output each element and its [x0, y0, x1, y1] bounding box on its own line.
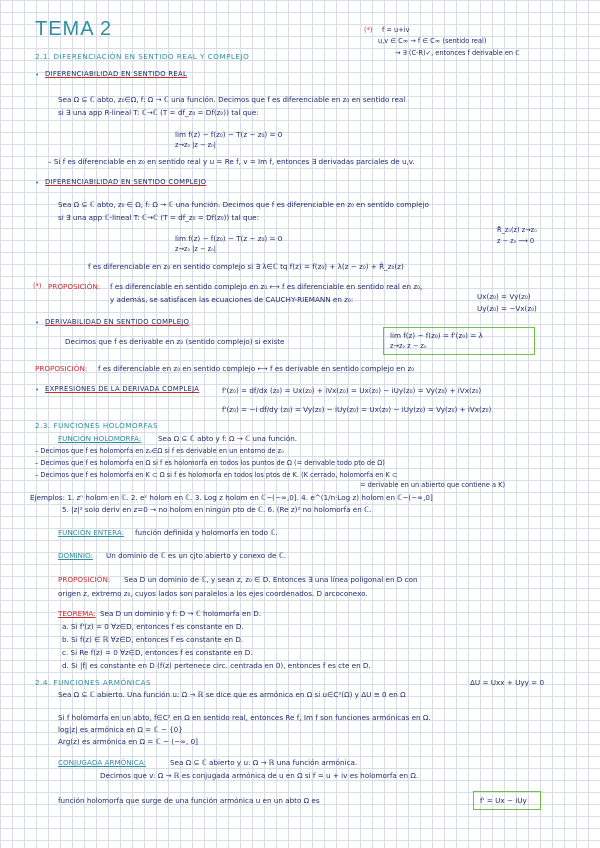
derivative-expression-1: f'(z₀) = df/dx (z₀) = Ux(z₀) + iVx(z₀) = Ux(z₀) − iUy(z₀) = Vy(z₀) + iVx(z₀): [222, 386, 482, 395]
section-2-1-title: 2.1. DIFERENCIACIÓN EN SENTIDO REAL Y COMPLEJO: [35, 52, 250, 61]
proposition-2-label: PROPOSICIÓN:: [35, 364, 88, 373]
proposition-2-text: f es diferenciable en z₀ en sentido complejo ⟷ f es derivable en sentido complejo en z₀: [98, 364, 415, 373]
complex-diff-text-1: Sea Ω ⊆ ℂ abto, z₀ ∈ Ω, f: Ω → ℂ una función. Decimos que f es diferenciable en z₀ en sentido complejo: [58, 200, 429, 209]
subsection-real-diff: DIFERENCIABILIDAD EN SENTIDO REAL: [45, 70, 188, 78]
theorem-item-d: d. Si |f| es constante en D (f(z) pertenece circ. centrada en 0), entonces f es cte en D.: [62, 661, 371, 670]
limit-real: lim f(z) − f(z₀) − T(z − z₀) = 0: [175, 130, 283, 139]
note-marker: (*): [364, 26, 373, 34]
theorem-label: TEOREMA:: [58, 609, 96, 618]
limit-derivative: lim f(z) − f(z₀) = f'(z₀) = λ: [390, 331, 483, 340]
real-diff-consequence: – Si f es diferenciable en z₀ en sentido real y u = Re f, v = Im f, entonces ∃ derivadas parciales de u,v.: [48, 157, 415, 166]
complex-diff-text-2: si ∃ una app ℂ-lineal T: ℂ→ℂ (T = df_z₀ = Df(z₀)) tal que:: [58, 213, 259, 222]
remainder-note-2: z − z₀ ⟶ 0: [497, 237, 535, 245]
limit-derivative-denominator: z→z₀ z − z₀: [390, 342, 427, 350]
examples-line-2: 5. |z|² solo deriv en z=0 → no holom en ningún pto de ℂ. 6. (Re z)² no holomorfa en ℂ.: [62, 505, 372, 514]
bullet-dot: •: [35, 318, 40, 327]
remainder-note-1: R̃_z₀(z) z→z₀: [497, 226, 537, 234]
bullet-dot: •: [35, 385, 40, 394]
page-title: TEMA 2: [35, 18, 113, 40]
proposition-3-label: PROPOSICIÓN:: [58, 575, 111, 584]
subsection-derivative-expr: EXPRESIONES DE LA DERIVADA COMPLEJA: [45, 385, 200, 393]
domain-text: Un dominio de ℂ es un cjto abierto y conexo de ℂ.: [106, 551, 287, 560]
final-statement: función holomorfa que surge de una función armónica u en un abto Ω es: [58, 796, 320, 805]
holomorphic-def-point: – Decimos que f es holomorfa en z₀∈Ω si f es derivable en un entorno de z₀: [35, 447, 284, 455]
proposition-1-text-1: f es diferenciable en sentido complejo en z₀ ⟷ f es diferenciable en sentido real en z₀,: [110, 282, 423, 291]
limit-real-denominator: z→z₀ |z − z₀|: [175, 141, 216, 149]
limit-complex-denominator: z→z₀ |z − z₀|: [175, 245, 216, 253]
theorem-text: Sea D un dominio y f: D → ℂ holomorfa en D.: [100, 609, 262, 618]
proposition-1-label: PROPOSICIÓN:: [48, 282, 101, 291]
cauchy-riemann-1: Ux(z₀) = Vy(z₀): [477, 292, 531, 301]
note-line-2: u,v ∈ C∞ → f ∈ C∞ (sentido real): [378, 37, 487, 45]
holomorphic-label: FUNCIÓN HOLOMORFA:: [58, 434, 142, 443]
real-diff-text-2: si ∃ una app R-lineal T: ℂ→ℂ (T = df_z₀ = Df(z₀)) tal que:: [58, 108, 259, 117]
holomorphic-definition: Sea Ω ⊆ ℂ abto y f: Ω → ℂ una función.: [158, 434, 298, 443]
conjugate-text-1: Sea Ω ⊆ ℂ abierto y u: Ω → ℝ una función armónica.: [170, 758, 358, 767]
theorem-item-a: a. Si f'(z) = 0 ∀z∈D, entonces f es constante en D.: [62, 622, 244, 631]
proposition-3-text-1: Sea D un dominio de ℂ, y sean z, z₀ ∈ D. Entonces ∃ una línea poligonal en D con: [124, 575, 418, 584]
section-2-3-title: 2.3. FUNCIONES HOLOMORFAS: [35, 421, 159, 430]
final-formula: f' = Ux − iUy: [480, 796, 527, 805]
cauchy-riemann-2: Uy(z₀) = −Vx(z₀): [477, 304, 537, 313]
harmonic-arg: Arg(z) es armónica en Ω = ℂ − (−∞, 0]: [58, 737, 198, 746]
subsection-complex-diff: DIFERENCIABILIDAD EN SENTIDO COMPLEJO: [45, 178, 207, 186]
conjugate-label: CONJUGADA ARMÓNICA:: [58, 758, 147, 767]
real-diff-text-1: Sea Ω ⊆ ℂ abto, z₀∈Ω, f: Ω → ℂ una función. Decimos que f es diferenciable en z₀ en sentido real: [58, 95, 406, 104]
entire-function-label: FUNCIÓN ENTERA:: [58, 528, 124, 537]
note-line-1: f = u+iv: [382, 26, 410, 34]
prop-marker: (*): [33, 282, 42, 290]
entire-function-text: función definida y holomorfa en todo ℂ.: [135, 528, 278, 537]
note-line-3: → ∃ (C-R)✓, entonces f derivable en ℂ: [395, 49, 520, 57]
complex-deriv-text: Decimos que f es derivable en z₀ (sentido complejo) si existe: [65, 337, 285, 346]
complex-diff-lambda: f es diferenciable en z₀ en sentido complejo si ∃ λ∈ℂ tq f(z) = f(z₀) + λ(z − z₀) + R̃_z₀(z): [88, 262, 404, 271]
derivative-expression-2: f'(z₀) = −i df/dy (z₀) = Vy(z₀) − iUy(z₀) = Ux(z₀) − iUy(z₀) = Vy(z₀) + iVx(z₀): [222, 405, 492, 414]
subsection-complex-deriv: DERIVABILIDAD EN SENTIDO COMPLEJO: [45, 318, 190, 326]
laplacian-formula: ΔU = Uxx + Uyy = 0: [470, 678, 545, 687]
bullet-dot: •: [35, 178, 40, 187]
harmonic-real-imag: Si f holomorfa en un abto, f∈C² en Ω en sentido real, entonces Re f, Im f son funciones armónicas en Ω.: [58, 713, 431, 722]
limit-complex: lim f(z) − f(z₀) − T(z − z₀) = 0: [175, 234, 283, 243]
harmonic-definition: Sea Ω ⊆ ℂ abierto. Una función u: Ω → ℝ se dice que es armónica en Ω si u∈C²(Ω) y ΔU ≡ 0 en Ω: [58, 690, 406, 699]
holomorphic-def-compact-2: = derivable en un abierto que contiene a K): [360, 481, 506, 489]
proposition-1-text-2: y además, se satisfacen las ecuaciones de CAUCHY-RIEMANN en z₀:: [110, 295, 354, 304]
conjugate-text-2: Decimos que v: Ω → ℝ es conjugada armónica de u en Ω si f = u + iv es holomorfa en Ω.: [100, 771, 419, 780]
domain-label: DOMINIO:: [58, 551, 93, 560]
examples-line-1: Ejemplos: 1. zⁿ holom en ℂ. 2. eᶻ holom en ℂ. 3. Log z holom en ℂ−(−∞,0]. 4. e^(1/n·Log z) holom en ℂ−(−∞,0]: [30, 493, 433, 502]
holomorphic-def-open: – Decimos que f es holomorfa en Ω si f es holomorfa en todos los puntos de Ω (= derivable todo pto de Ω): [35, 459, 385, 467]
bullet-dot: •: [35, 70, 40, 79]
theorem-item-b: b. Si f(z) ∈ ℝ ∀z∈D, entonces f es constante en D.: [62, 635, 244, 644]
theorem-item-c: c. Si Re f(z) = 0 ∀z∈D, entonces f es constante en D.: [62, 648, 253, 657]
harmonic-log: log|z| es armónica en Ω = ℂ − {0}: [58, 725, 183, 734]
holomorphic-def-compact: – Decimos que f es holomorfa en K ⊂ Ω si f es holomorfa en todos los ptos de K. (K cerrado, holomorfa en K ⊂: [35, 471, 398, 479]
section-2-4-title: 2.4. FUNCIONES ARMÓNICAS: [35, 678, 152, 687]
proposition-3-text-2: origen z, extremo z₀, cuyos lados son paralelos a los ejes coordenados. D arcoconexo.: [58, 589, 368, 598]
